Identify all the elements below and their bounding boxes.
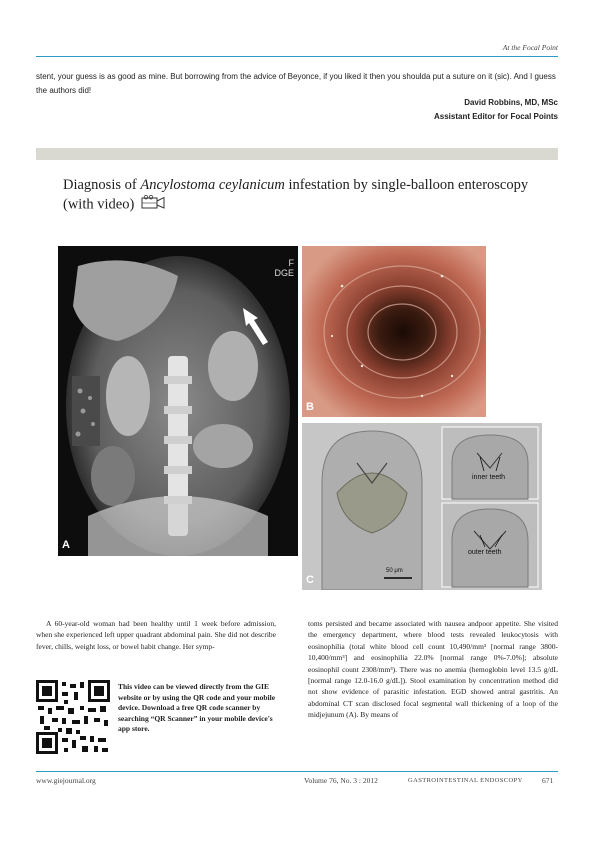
running-head: At the Focal Point	[502, 43, 558, 52]
title-species: Ancylostoma ceylanicum	[140, 177, 285, 193]
ct-scan-image	[58, 246, 298, 556]
endoscopy-image	[302, 246, 486, 417]
annotation-outer-teeth: outer teeth	[468, 549, 502, 556]
body-paragraph: A 60-year-old woman had been healthy until 1 week before admission, when she experienced left upper quadrant abdominal pain. She did not describe fever, chills, weight loss, or bowel habit change. Her symp-	[36, 619, 276, 651]
letter-author: David Robbins, MD, MSc	[464, 98, 558, 107]
panel-c-label: C	[306, 574, 314, 586]
qr-code-instructions: This video can be viewed directly from the GIE website or by using the QR code and your mobile device. Download a free QR code scanner by searching “QR Scanner” in your mobile device's app store.	[118, 682, 276, 734]
footer-website-link[interactable]: www.giejournal.org	[36, 776, 96, 785]
panel-b-label: B	[306, 401, 314, 413]
title-suffix: infestation by single-balloon enteroscopy (with video)	[63, 177, 529, 213]
figure-panel-c-microscopy	[302, 423, 542, 590]
footer-page-number: 671	[542, 776, 554, 785]
qr-code[interactable]	[36, 680, 110, 754]
letter-author-role: Assistant Editor for Focal Points	[433, 112, 558, 121]
footer-volume: Volume 76, No. 3 : 2012	[304, 776, 378, 785]
letter-text: stent, your guess is as good as mine. But borrowing from the advice of Beyonce, if you liked it then you shoulda put a suture on it (sic). And I guess the authors did!	[36, 72, 556, 95]
footer-journal: GASTROINTESTINAL ENDOSCOPY	[408, 777, 523, 784]
footer-rule	[36, 771, 558, 772]
panel-a-overlay-text: F DGE	[274, 258, 294, 278]
section-divider-band	[36, 148, 558, 160]
figure-panel-b-endoscopy	[302, 246, 486, 417]
article-title	[63, 176, 543, 215]
header-rule	[36, 56, 558, 57]
title-prefix: Diagnosis of	[63, 177, 141, 193]
figure-panel-a-ct-scan	[58, 246, 298, 556]
hookworm-microscopy-image	[302, 423, 542, 590]
body-paragraph-continued: toms persisted and became associated with nausea andpoor appetite. She visited the emergency department, where blood tests revealed leukocytosis with eosinophilia (total white blood cell count 10,490/mm³ [normal range 3800-10,400/mm³] and eosinophilia 22.0% [normal range 0%-7.0%]; absolute eosinophil count 2308/mm³). There was no anemia (hemoglobin level 13.5 g/dL [normal range 12.0-16.0 g/dL]). Stool examination by concentration method did not show evidence of parasitic infestation. EGD showed antral gastritis. An abdominal CT scan disclosed focal segmental wall thickening of a loop of the midjejunum (A). By means of	[308, 619, 558, 720]
video-camera-icon[interactable]	[141, 195, 165, 215]
panel-a-label: A	[62, 539, 70, 551]
scale-bar-label: 50 μm	[386, 568, 403, 574]
body-column-1	[36, 618, 276, 652]
qr-code-icon	[36, 680, 110, 754]
body-column-2	[308, 618, 558, 721]
annotation-inner-teeth: inner teeth	[472, 474, 506, 481]
